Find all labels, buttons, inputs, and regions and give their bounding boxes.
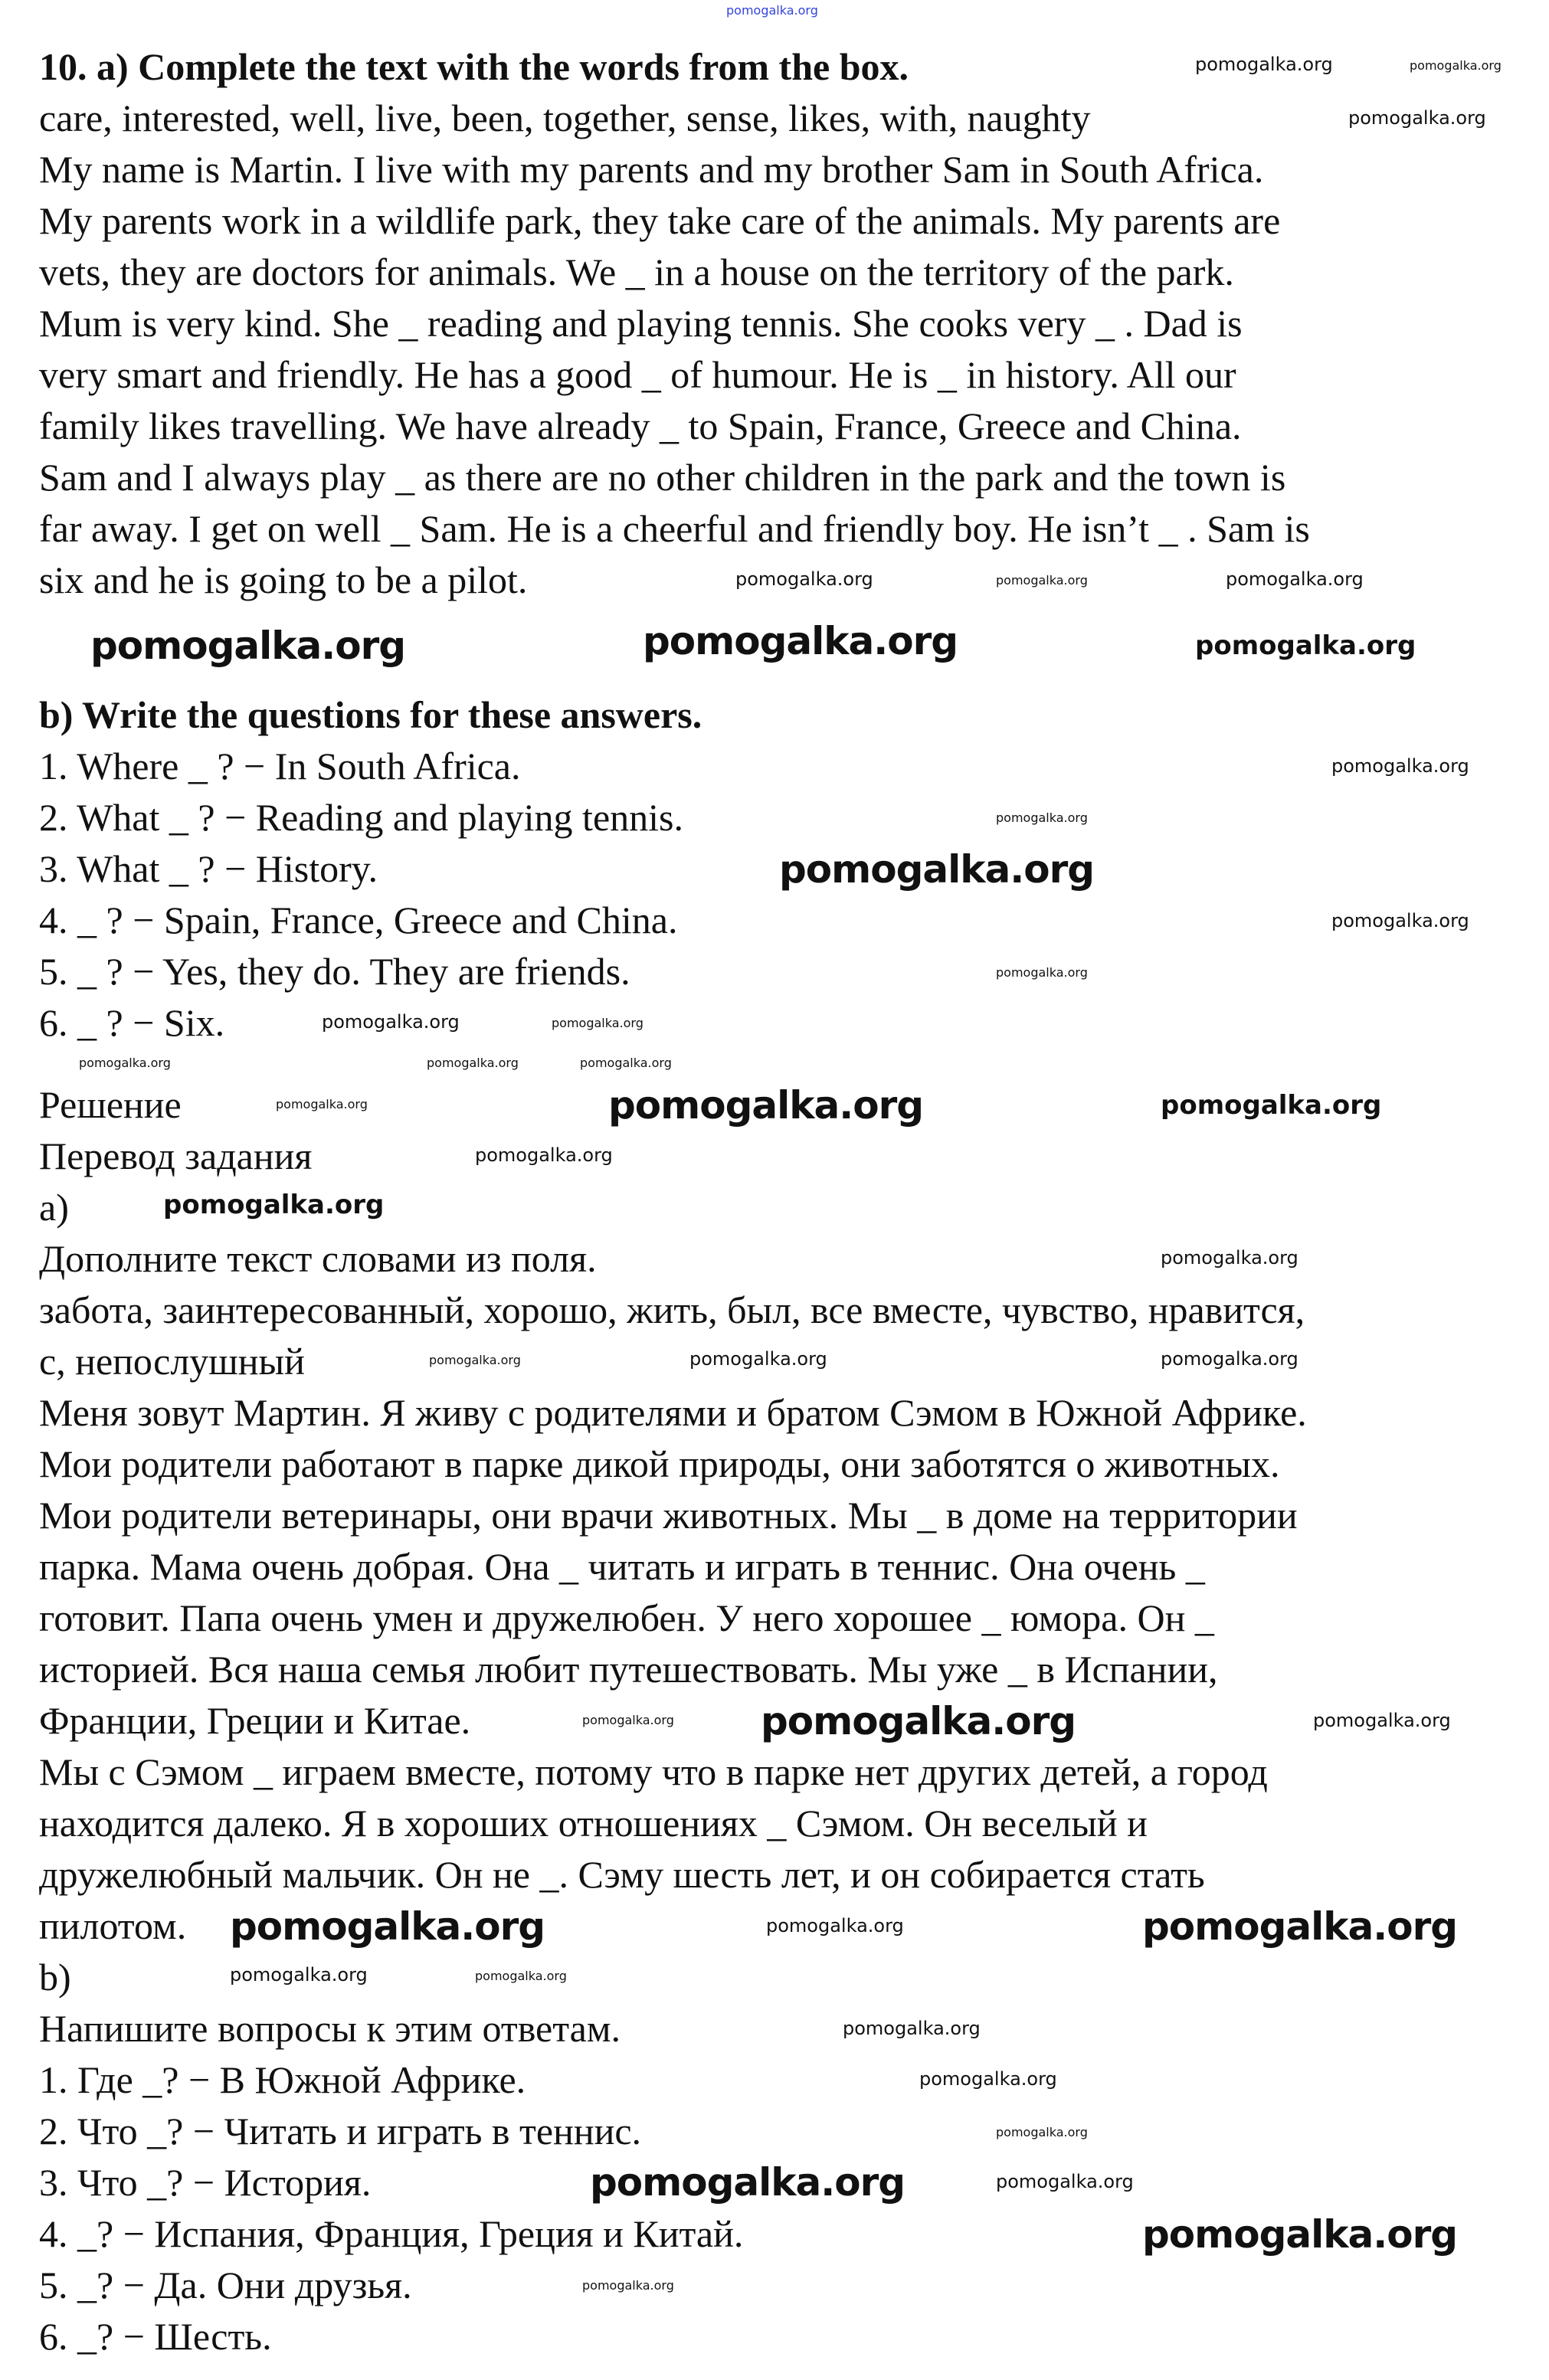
translation-b-label: b) xyxy=(39,1956,71,1999)
watermark: pomogalka.org xyxy=(766,1915,904,1936)
word-box: care, interested, well, live, been, together, sense, likes, with, naughty xyxy=(39,97,1091,139)
translation-line: Мои родители ветеринары, они врачи животных. Мы _ в доме на территории xyxy=(39,1494,1298,1537)
text-line: Sam and I always play _ as there are no other children in the park and the town is xyxy=(39,456,1286,499)
watermark: pomogalka.org xyxy=(230,1964,368,1986)
watermark: pomogalka.org xyxy=(1313,1710,1451,1731)
text-line: vets, they are doctors for animals. We _ in a house on the territory of the park. xyxy=(39,250,1234,293)
watermark: pomogalka.org xyxy=(276,1097,368,1111)
translation-line: Меня зовут Мартин. Я живу с родителями и братом Сэмом в Южной Африке. xyxy=(39,1391,1307,1434)
watermark: pomogalka.org xyxy=(735,568,873,590)
question-item: 3. What _ ? − History. xyxy=(39,847,378,890)
watermark: pomogalka.org xyxy=(552,1016,644,1030)
watermark: pomogalka.org xyxy=(475,1969,567,1983)
watermark: pomogalka.org xyxy=(996,965,1088,980)
translation-line: Франции, Греции и Китае. xyxy=(39,1699,471,1742)
watermark: pomogalka.org xyxy=(761,1699,1076,1743)
question-item: 4. _ ? − Spain, France, Greece and China. xyxy=(39,899,678,941)
watermark: pomogalka.org xyxy=(1226,568,1364,590)
translation-line: историей. Вся наша семья любит путешествовать. Мы уже _ в Испании, xyxy=(39,1648,1218,1691)
watermark: pomogalka.org xyxy=(643,619,958,663)
question-item: 6. _ ? − Six. xyxy=(39,1001,225,1044)
translation-line: Мы с Сэмом _ играем вместе, потому что в парке нет других детей, а город xyxy=(39,1750,1268,1793)
exercise-heading: 10. a) Complete the text with the words from the box. xyxy=(39,45,909,88)
watermark: pomogalka.org xyxy=(996,2171,1134,2192)
translation-b-instruction: Напишите вопросы к этим ответам. xyxy=(39,2007,621,2050)
watermark: pomogalka.org xyxy=(1142,1904,1458,1949)
watermark: pomogalka.org xyxy=(1331,755,1469,777)
translation-question: 2. Что _? − Читать и играть в теннис. xyxy=(39,2110,642,2152)
text-line: My name is Martin. I live with my parents and my brother Sam in South Africa. xyxy=(39,148,1264,191)
watermark: pomogalka.org xyxy=(1410,58,1502,73)
watermark: pomogalka.org xyxy=(580,1056,672,1070)
watermark: pomogalka.org xyxy=(996,810,1088,825)
question-item: 5. _ ? − Yes, they do. They are friends. xyxy=(39,950,630,993)
watermark: pomogalka.org xyxy=(163,1190,385,1220)
watermark: pomogalka.org xyxy=(1348,107,1486,129)
watermark: pomogalka.org xyxy=(919,2068,1057,2090)
watermark: pomogalka.org xyxy=(1161,1247,1298,1269)
translation-line: забота, заинтересованный, хорошо, жить, был, все вместе, чувство, нравится, xyxy=(39,1288,1305,1331)
question-item: 1. Where _ ? − In South Africa. xyxy=(39,745,521,787)
watermark: pomogalka.org xyxy=(90,624,406,668)
translation-question: 5. _? − Да. Они друзья. xyxy=(39,2264,412,2306)
translation-a-instruction: Дополните текст словами из поля. xyxy=(39,1237,597,1280)
watermark: pomogalka.org xyxy=(1161,1348,1298,1370)
translation-line: находится далеко. Я в хороших отношениях _ Сэмом. Он веселый и xyxy=(39,1802,1148,1845)
watermark: pomogalka.org xyxy=(689,1348,827,1370)
translation-question: 3. Что _? − История. xyxy=(39,2161,372,2204)
watermark: pomogalka.org xyxy=(582,2278,674,2293)
translation-line: готовит. Папа очень умен и дружелюбен. У него хорошее _ юмора. Он _ xyxy=(39,1596,1214,1639)
watermark: pomogalka.org xyxy=(996,573,1088,588)
watermark: pomogalka.org xyxy=(427,1056,519,1070)
part-b-heading: b) Write the questions for these answers. xyxy=(39,693,702,736)
watermark: pomogalka.org xyxy=(1195,630,1416,661)
solution-label: Решение xyxy=(39,1083,182,1126)
translation-line: с, непослушный xyxy=(39,1340,305,1383)
watermark: pomogalka.org xyxy=(79,1056,171,1070)
watermark: pomogalka.org xyxy=(996,2125,1088,2139)
translation-line: дружелюбный мальчик. Он не _. Сэму шесть лет, и он собирается стать xyxy=(39,1853,1205,1896)
translation-question: 6. _? − Шесть. xyxy=(39,2315,272,2358)
text-line: very smart and friendly. He has a good _ of humour. He is _ in history. All our xyxy=(39,353,1236,396)
watermark: pomogalka.org xyxy=(590,2160,905,2205)
translation-line: пилотом. xyxy=(39,1904,187,1947)
translation-label: Перевод задания xyxy=(39,1134,313,1177)
watermark: pomogalka.org xyxy=(779,847,1095,892)
watermark: pomogalka.org xyxy=(1331,910,1469,931)
watermark: pomogalka.org xyxy=(582,1713,674,1727)
text-line: My parents work in a wildlife park, they take care of the animals. My parents are xyxy=(39,199,1281,242)
watermark: pomogalka.org xyxy=(322,1011,460,1033)
watermark: pomogalka.org xyxy=(608,1083,924,1128)
text-line: far away. I get on well _ Sam. He is a cheerful and friendly boy. He isn’t _ . Sam is xyxy=(39,507,1310,550)
watermark: pomogalka.org xyxy=(1195,54,1333,75)
watermark: pomogalka.org xyxy=(1161,1090,1382,1121)
text-line: Mum is very kind. She _ reading and playing tennis. She cooks very _ . Dad is xyxy=(39,302,1243,345)
translation-question: 1. Где _? − В Южной Африке. xyxy=(39,2058,526,2101)
watermark: pomogalka.org xyxy=(843,2018,981,2039)
watermark: pomogalka.org xyxy=(230,1904,545,1949)
watermark: pomogalka.org xyxy=(1142,2212,1458,2257)
watermark: pomogalka.org xyxy=(475,1144,613,1166)
watermark: pomogalka.org xyxy=(429,1353,521,1367)
watermark[interactable]: pomogalka.org xyxy=(726,3,818,18)
translation-a-label: а) xyxy=(39,1186,69,1229)
translation-question: 4. _? − Испания, Франция, Греция и Китай. xyxy=(39,2212,744,2255)
translation-line: парка. Мама очень добрая. Она _ читать и играть в теннис. Она очень _ xyxy=(39,1545,1205,1588)
text-line: family likes travelling. We have already _ to Spain, France, Greece and China. xyxy=(39,404,1242,447)
question-item: 2. What _ ? − Reading and playing tennis. xyxy=(39,796,683,839)
text-line: six and he is going to be a pilot. xyxy=(39,558,528,601)
translation-line: Мои родители работают в парке дикой природы, они заботятся о животных. xyxy=(39,1442,1280,1485)
